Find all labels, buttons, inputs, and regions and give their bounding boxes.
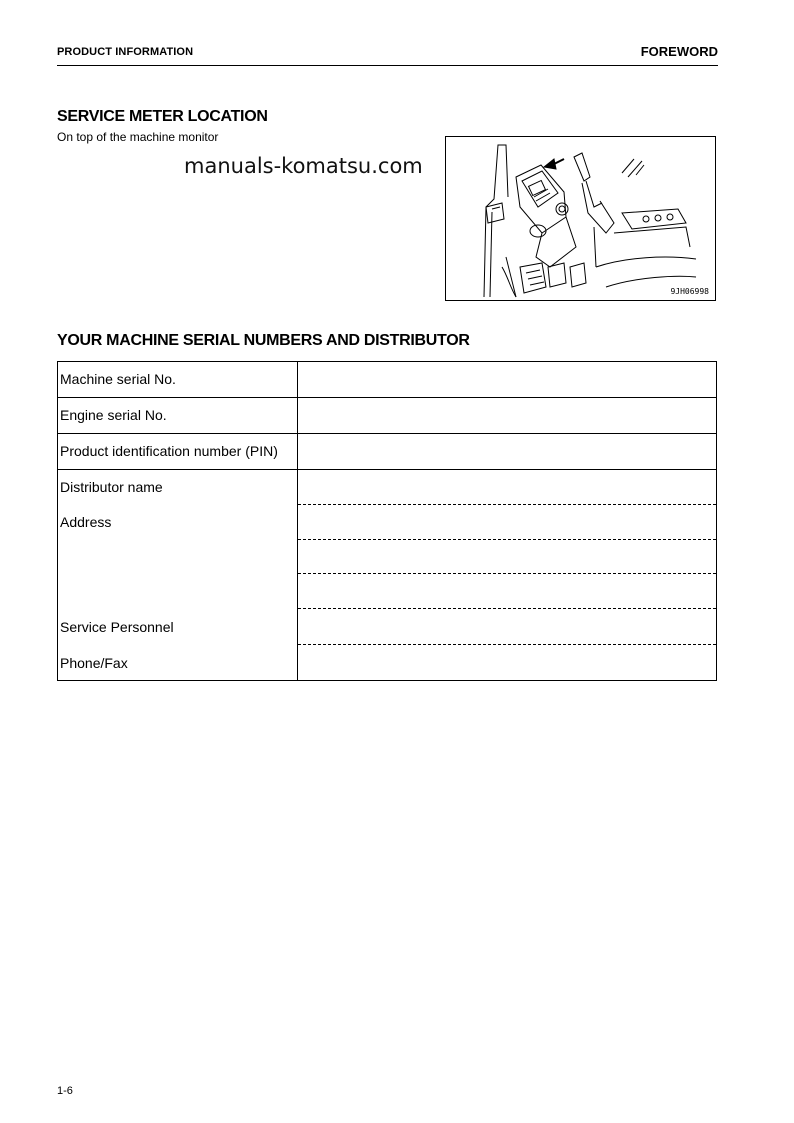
table-dash-line xyxy=(298,573,716,574)
distributor-name-label: Distributor name xyxy=(60,479,163,495)
service-meter-subtitle: On top of the machine monitor xyxy=(57,130,219,144)
service-meter-title: SERVICE METER LOCATION xyxy=(57,108,268,125)
table-dash-line xyxy=(298,608,716,609)
operator-cab-illustration xyxy=(446,137,715,300)
figure-code: 9JH06998 xyxy=(670,287,709,296)
table-dash-line xyxy=(298,504,716,505)
pin-label: Product identification number (PIN) xyxy=(60,443,278,459)
header-section-label: PRODUCT INFORMATION xyxy=(57,46,194,58)
table-dash-line xyxy=(298,644,716,645)
serial-section-title: YOUR MACHINE SERIAL NUMBERS AND DISTRIBUTOR xyxy=(57,332,470,349)
engine-serial-label: Engine serial No. xyxy=(60,407,167,423)
service-meter-figure xyxy=(445,136,716,301)
table-row-separator xyxy=(58,469,716,470)
machine-serial-label: Machine serial No. xyxy=(60,371,176,387)
address-label: Address xyxy=(60,514,112,530)
table-row-separator xyxy=(58,433,716,434)
page-number: 1-6 xyxy=(57,1085,73,1097)
phone-fax-label: Phone/Fax xyxy=(60,655,128,671)
serial-numbers-table xyxy=(57,361,717,681)
header-rule xyxy=(57,65,718,66)
table-column-divider xyxy=(297,362,298,680)
table-row-separator xyxy=(58,397,716,398)
table-dash-line xyxy=(298,539,716,540)
service-personnel-label: Service Personnel xyxy=(60,619,174,635)
header-chapter-label: FOREWORD xyxy=(640,44,718,59)
watermark-text: manuals-komatsu.com xyxy=(184,154,423,178)
